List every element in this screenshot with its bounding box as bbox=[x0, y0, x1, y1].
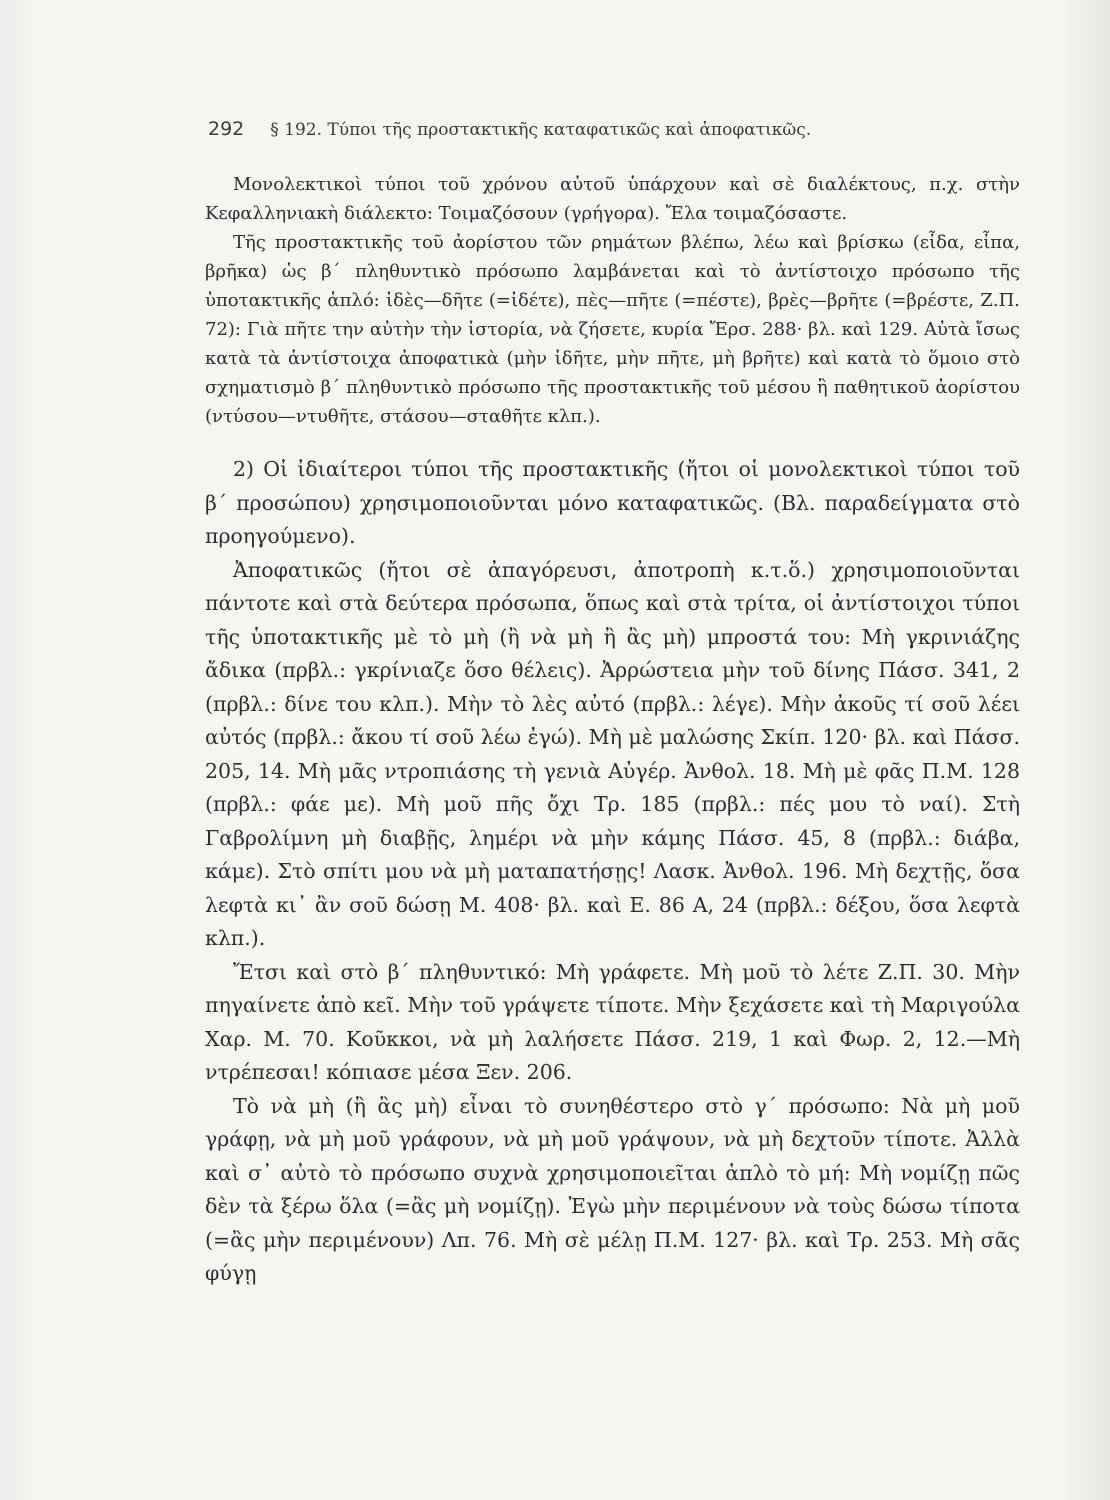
paragraph-aorist-plural: Τῆς προστακτικῆς τοῦ ἀορίστου τῶν ρημάτων βλέπω, λέω καὶ βρίσκω (εἶδα, εἶπα, βρῆκα) ὡς β΄ πληθυντικὸ πρόσωπο λαμβάνεται καὶ τὸ ἀντίστοιχο πρόσωπο τῆς ὑποτακτικῆς ἁπλό: ἰδὲς—δῆτε (=ἰδέτε), πὲς—πῆτε (=πέστε), βρὲς—βρῆτε (=βρέστε, Ζ.Π. 72): Γιὰ πῆτε την αὐτὴν τὴν ἱστορία, νὰ ζήσετε, κυρία Ἔρσ. 288· βλ. καὶ 129. Αὐτὰ ἴσως κατὰ τὰ ἀντίστοιχα ἀποφατικὰ (μὴν ἰδῆτε, μὴν πῆτε, μὴ βρῆτε) καὶ κατὰ τὸ ὅμοιο στὸ σχηματισμὸ β΄ πληθυντικὸ πρόσωπο τῆς προστακτικῆς τοῦ μέσου ἢ παθητικοῦ ἀορίστου (ντύσου—ντυθῆτε, στάσου—σταθῆτε κλπ.). bbox=[205, 232, 1020, 427]
section-title: § 192. Τύποι τῆς προστακτικῆς καταφατικῶς καὶ ἀποφατικῶς. bbox=[270, 120, 812, 140]
paragraph-gap bbox=[205, 431, 1020, 453]
paragraph-special-forms: 2) Οἱ ἰδιαίτεροι τύποι τῆς προστακτικῆς (ἤτοι οἱ μονολεκτικοὶ τύποι τοῦ β΄ προσώπου) χρησιμοποιοῦνται μόνο καταφατικῶς. (Βλ. παραδείγματα στὸ προηγούμενο). bbox=[205, 457, 1020, 548]
running-header bbox=[208, 118, 1028, 140]
page-number: 292 bbox=[208, 118, 245, 140]
paragraph-second-plural: Ἔτσι καὶ στὸ β΄ πληθυντικό: Μὴ γράφετε. Μὴ μοῦ τὸ λέτε Ζ.Π. 30. Μὴν πηγαίνετε ἀπὸ κεῖ. Μὴν τοῦ γράψετε τίποτε. Μὴν ξεχάσετε καὶ τὴ Μαριγούλα Χαρ. Μ. 70. Κοῦκκοι, νὰ μὴ λαλήσετε Πάσσ. 219, 1 καὶ Φωρ. 2, 12.—Μὴ ντρέπεσαι! κόπιασε μέσα Ξεν. 206. bbox=[205, 959, 1020, 1084]
paragraph-third-person: Τὸ νὰ μὴ (ἢ ἂς μὴ) εἶναι τὸ συνηθέστερο στὸ γ΄ πρόσωπο: Νὰ μὴ μοῦ γράφῃ, νὰ μὴ μοῦ γράφουν, νὰ μὴ μοῦ γράψουν, νὰ μὴ δεχτοῦν τίποτε. Ἀλλὰ καὶ σ᾿ αὐτὸ τὸ πρόσωπο συχνὰ χρησιμοποιεῖται ἁπλὸ τὸ μή: Μὴ νομίζῃ πῶς δὲν τὰ ξέρω ὅλα (=ἂς μὴ νομίζῃ). Ἐγὼ μὴν περιμένουν νὰ τοὺς δώσω τίποτα (=ἂς μὴν περιμένουν) Λπ. 76. Μὴ σὲ μέλῃ Π.Μ. 127· βλ. καὶ Τρ. 253. Μὴ σᾶς φύγῃ bbox=[205, 1093, 1020, 1285]
paragraph-dialect-forms: Μονολεκτικοὶ τύποι τοῦ χρόνου αὐτοῦ ὑπάρχουν καὶ σὲ διαλέκτους, π.χ. στὴν Κεφαλληνιακὴ διάλεκτο: Τοιμαζόσουν (γρήγορα). Ἔλα τοιμαζόσαστε. bbox=[205, 174, 1020, 224]
text-body bbox=[205, 170, 1020, 1291]
paragraph-negative-forms: Ἀποφατικῶς (ἤτοι σὲ ἀπαγόρευσι, ἀποτροπὴ κ.τ.ὅ.) χρησιμοποιοῦνται πάντοτε καὶ στὰ δεύτερα πρόσωπα, ὅπως καὶ στὰ τρίτα, οἱ ἀντίστοιχοι τύποι τῆς ὑποτακτικῆς μὲ τὸ μὴ (ἢ νὰ μὴ ἢ ἂς μὴ) μπροστά του: Μὴ γκρινιάζης ἄδικα (πρβλ.: γκρίνιαζε ὅσο θέλεις). Ἀρρώστεια μὴν τοῦ δίνης Πάσσ. 341, 2 (πρβλ.: δίνε του κλπ.). Μὴν τὸ λὲς αὐτό (πρβλ.: λέγε). Μὴν ἀκοῦς τί σοῦ λέει αὐτός (πρβλ.: ἄκου τί σοῦ λέω ἐγώ). Μὴ μὲ μαλώσης Σκίπ. 120· βλ. καὶ Πάσσ. 205, 14. Μὴ μᾶς ντροπιάσης τὴ γενιὰ Αὐγέρ. Ἀνθολ. 18. Μὴ μὲ φᾶς Π.Μ. 128 (πρβλ.: φάε με). Μὴ μοῦ πῆς ὄχι Τρ. 185 (πρβλ.: πές μου τὸ ναί). Στὴ Γαβρολίμνη μὴ διαβῇς, λημέρι νὰ μὴν κάμης Πάσσ. 45, 8 (πρβλ.: διάβα, κάμε). Στὸ σπίτι μου νὰ μὴ ματαπατήσῃς! Λασκ. Ἀνθολ. 196. Μὴ δεχτῇς, ὅσα λεφτὰ κι᾿ ἂν σοῦ δώσῃ Μ. 408· βλ. καὶ Ε. 86 Α, 24 (πρβλ.: δέξου, ὅσα λεφτὰ κλπ.). bbox=[205, 557, 1020, 950]
